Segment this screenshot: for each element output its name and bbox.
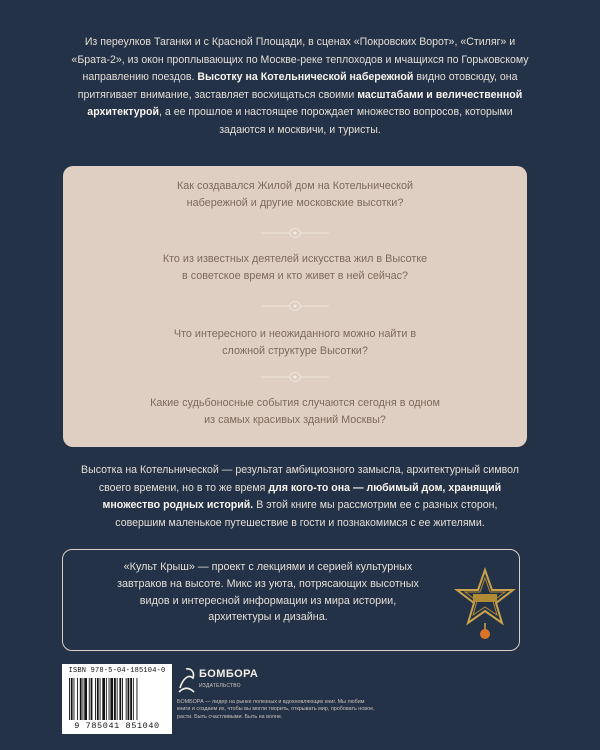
isbn-text: ISBN 978-5-04-185104-0	[68, 667, 166, 675]
mid-text-1: Высотка на Котельнической — результат амбициозного замысла, архитектурный символ своего времени, но в то же время	[81, 464, 519, 494]
middle-paragraph	[80, 462, 520, 532]
intro-text-2: видно отовсюду, она притягивает внимание, заставляет восхищаться своими	[77, 71, 518, 101]
publisher-sub: ИЗДАТЕЛЬСТВО	[199, 683, 241, 689]
barcode-box	[62, 664, 172, 734]
kult-krysh-box	[62, 549, 520, 651]
barcode-bars	[68, 678, 166, 720]
intro-bold-1: Высотку на Котельнической набережной	[197, 71, 414, 84]
ornament-divider-icon	[259, 369, 331, 385]
intro-text-3: , а ее прошлое и настоящее порождает множество вопросов, которыми задаются и москвичи, и туристы.	[158, 106, 513, 136]
question-1: Как создавался Жилой дом на Котельнической набережной и другие московские высотки?	[176, 180, 414, 209]
question-3: Что интересного и неожиданного можно найти в сложной структуре Высотки?	[173, 328, 417, 357]
kult-krysh-text: «Культ Крыш» — проект с лекциями и серией культурных завтраков на высоте. Микс из уюта, потрясающих высотных видов и интересной информации из мира истории, архитектуры и дизайна.	[117, 561, 419, 624]
intro-text-1: Из переулков Таганки и с Красной Площади, в сценах «Покровских Ворот», «Стиляг» и «Брата-2», из окон проплывающих по Москве-реке теплоходов и мчащихся по Горьковскому направлению поездов.	[71, 36, 529, 84]
ornament-divider-icon	[259, 225, 331, 241]
mid-bold-1: для кого-то она — любимый дом, хранящий множество родных историй.	[102, 481, 502, 512]
ean-digits: 9 785041 851040	[74, 721, 160, 731]
mid-text-2: В этой книге мы рассмотрим ее с разных сторон, совершим маленькое путешествие в гости и познакомимся с ее жителями.	[115, 499, 498, 529]
kremlin-star-icon	[454, 567, 516, 641]
questions-box	[63, 166, 527, 447]
ornament-divider-icon	[259, 298, 331, 314]
question-4: Какие судьбоносные события случаются сегодня в одном из самых красивых зданий Москвы?	[150, 397, 440, 426]
publisher-name: БОМБОРА	[199, 668, 259, 680]
question-2: Кто из известных деятелей искусства жил в Высотке в советское время и кто живет в ней сейчас?	[162, 253, 428, 282]
intro-paragraph	[66, 34, 534, 140]
intro-bold-2: масштабами и величественной архитектурой	[87, 88, 523, 119]
publisher-description: БОМБОРА — лидер на рынке полезных и вдохновляющих книг. Мы любим книги и создаем их, чтобы вы могли творить, открывать мир, пробовать новое, расти. Быть счастливыми. Быть на волне.	[177, 699, 375, 720]
